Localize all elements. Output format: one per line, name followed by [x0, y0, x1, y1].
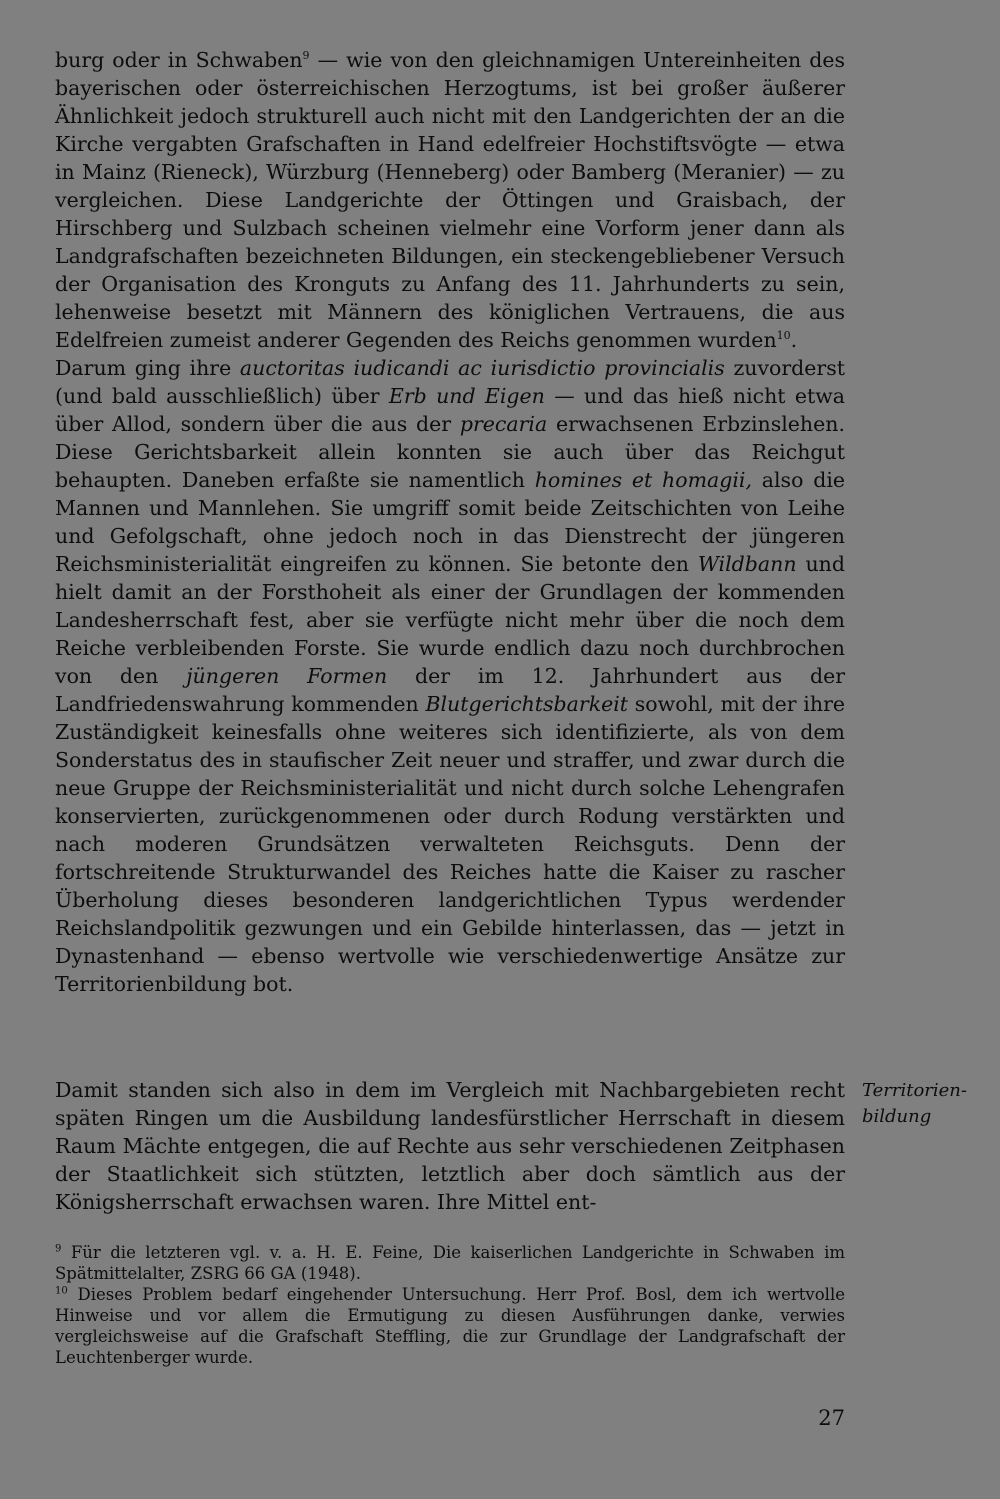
footnote-number: 9	[55, 1243, 62, 1255]
footnote-9	[55, 1242, 845, 1284]
text-run: — wie von den gleichnamigen Untereinheiten des bayerischen oder österreichischen Herzogtums, ist bei großer äußerer Ähnlichkeit jedoch strukturell auch nicht mit den Landgerichten der an die Kirche vergabten Grafschaften in Hand edelfreier Hochstiftsvögte — etwa in Mainz (Rieneck), Würzburg (Henneberg) oder Bamberg (Meranier) — zu vergleichen. Diese Landgerichte der Öttingen und Graisbach, der Hirschberg und Sulzbach scheinen vielmehr eine Vorform jener dann als Landgrafschaften bezeichneten Bildungen, ein steckengebliebener Versuch der Organisation des Kronguts zu Anfang des 11. Jahrhunderts zu sein, lehenweise besetzt mit Männern des königlichen Vertrauens, die aus Edelfreien zumeist anderer Gegenden des Reichs genommen wurden	[55, 48, 845, 352]
footnotes	[55, 1242, 845, 1368]
footnote-10	[55, 1284, 845, 1368]
italic-term: Blutgerichtsbarkeit	[425, 692, 629, 716]
text-run: .	[790, 328, 798, 352]
footnote-text: Dieses Problem bedarf eingehender Untersuchung. Herr Prof. Bosl, dem ich wertvolle Hinweise und vor allem die Ermutigung zu diesen Ausführungen danke, verwies vergleichsweise auf die Grafschaft Steffling, die zur Grundlage der Landgrafschaft der Leuchtenberger wurde.	[55, 1285, 845, 1367]
page-number: 27	[818, 1406, 845, 1430]
margin-note	[862, 1078, 992, 1130]
text-run: der im 12. Jahrhundert aus der Landfriedenswahrung kommenden	[55, 664, 846, 716]
text-run: zuvorderst (und bald ausschließlich) über	[55, 356, 845, 408]
text-run: burg oder in Schwaben	[55, 48, 303, 72]
italic-term: precaria	[459, 412, 548, 436]
italic-term: Wildbann	[697, 552, 797, 576]
text-run: erwachsenen Erbzinslehen. Diese Gerichtsbarkeit allein konnten sie auch über das Reichgut behaupten. Daneben erfaßte sie namentlich	[55, 412, 845, 492]
text-run: sowohl, mit der ihre Zuständigkeit keinesfalls ohne weiteres sich identifizierte, als von dem Sonderstatus des in staufischer Zeit neuer und straffer, und zwar durch die neue Gruppe der Reichsministerialität und nicht durch solche Lehengrafen konservierten, zurückgenommenen oder durch Rodung verstärkten und nach moderen Grundsätzen verwalteten Reichsguts. Denn der fortschreitende Strukturwandel des Reiches hatte die Kaiser zu rascher Überholung dieses besonderen landgerichtlichen Typus werdender Reichslandpolitik gezwungen und ein Gebilde hinterlassen, das — jetzt in Dynastenhand — ebenso wertvolle wie verschiedenwertige Ansätze zur Territorienbildung bot.	[55, 692, 846, 996]
text-run: und hielt damit an der Forsthoheit als einer der Grundlagen der kommenden Landesherrschaft fest, aber sie verfügte nicht mehr über die noch dem Reiche verbleibenden Forste. Sie wurde endlich dazu noch durchbrochen von den	[55, 552, 845, 688]
main-text-block	[55, 46, 845, 998]
italic-term: homines et homagii,	[534, 468, 752, 492]
italic-term: jüngeren Formen	[186, 664, 388, 688]
italic-term: auctoritas iudicandi ac iurisdictio provincialis	[239, 356, 725, 380]
paragraph	[55, 354, 845, 998]
text-run: Darum ging ihre	[55, 356, 240, 380]
italic-term: Erb und Eigen	[388, 384, 545, 408]
text-run: — und das hieß nicht etwa über Allod, sondern über die aus der	[55, 384, 845, 436]
margin-note-line: bildung	[862, 1106, 932, 1127]
footnote-text: Für die letzteren vgl. v. a. H. E. Feine, Die kaiserlichen Landgerichte in Schwaben im Spätmittelalter, ZSRG 66 GA (1948).	[55, 1243, 845, 1283]
footnote-ref-9: 9	[302, 49, 310, 63]
section-text-block	[55, 1076, 845, 1216]
paragraph	[55, 46, 845, 354]
footnote-number: 10	[55, 1285, 68, 1297]
footnote-ref-10: 10	[776, 329, 791, 343]
text-run: also die Mannen und Mannlehen. Sie umgriff somit beide Zeitschichten von Leihe und Gefolgschaft, ohne jedoch noch in das Dienstrecht der jüngeren Reichsministerialität eingreifen zu können. Sie betonte den	[55, 468, 846, 576]
margin-note-line: Territorien-	[862, 1080, 967, 1101]
paragraph: Damit standen sich also in dem im Vergleich mit Nachbargebieten recht späten Ringen um die Ausbildung landesfürstlicher Herrschaft in diesem Raum Mächte entgegen, die auf Rechte aus sehr verschiedenen Zeitphasen der Staatlichkeit sich stützten, letztlich aber doch sämtlich aus der Königsherrschaft erwachsen waren. Ihre Mittel ent-	[55, 1078, 845, 1214]
